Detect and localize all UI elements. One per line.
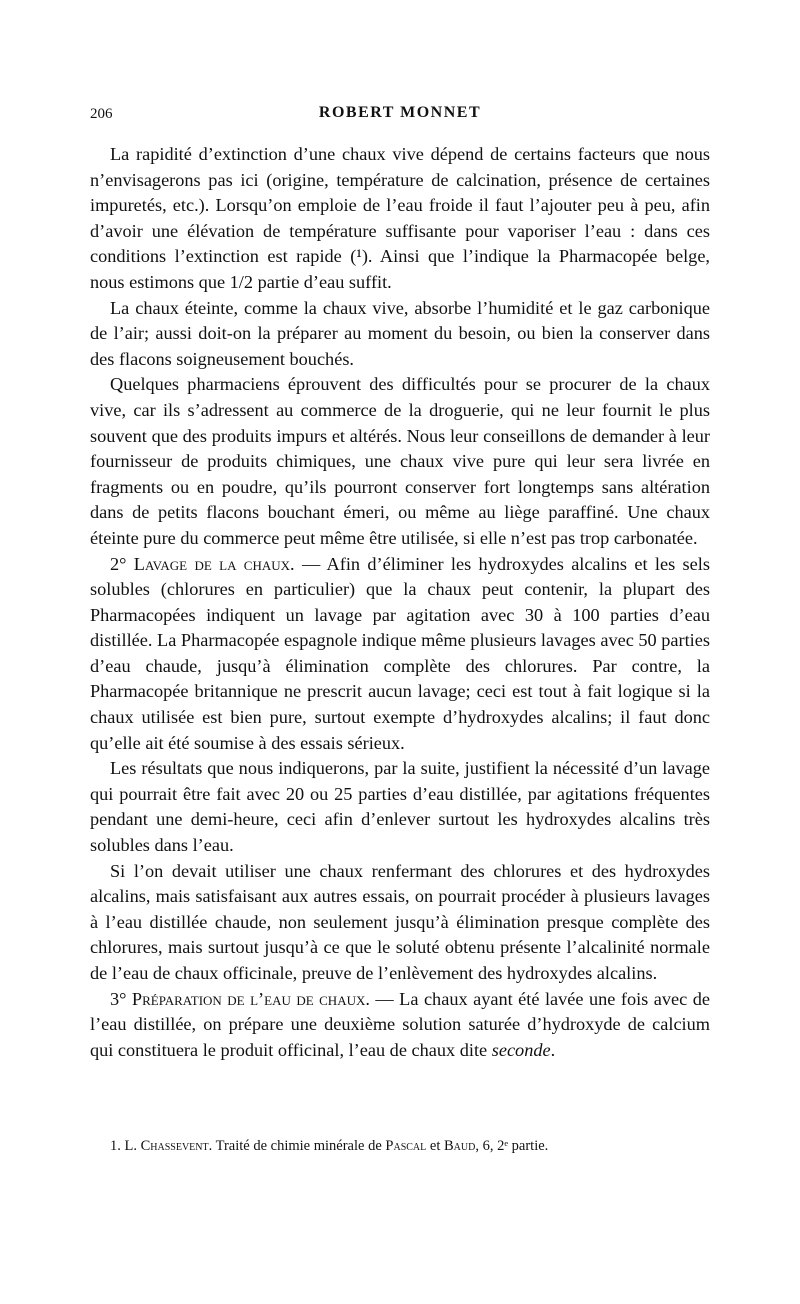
footnote-author: L. Chassevent [124,1138,209,1154]
running-title: ROBERT MONNET [318,104,482,121]
page-header [90,102,710,128]
footnote-editor-1: Pascal [385,1138,427,1154]
paragraph-7: 3° Préparation de l’eau de chaux. — La chaux ayant été lavée une fois avec de l’eau distillée, on prépare une deuxième solution saturée d’hydroxyde de calcium qui constituera le produit officinal, l’eau de chaux dite seconde. [90,988,710,1060]
body-text [90,142,710,1063]
paragraph-2: La chaux éteinte, comme la chaux vive, absorbe l’humidité et le gaz carbonique de l’air; aussi doit-on la préparer au moment du besoin, ou bien la conserver dans des flacons soigneusement bouchés. [90,297,710,369]
footnote-editor-2: Baud [443,1138,476,1154]
footnote-number: 1. [110,1138,121,1154]
emphasis-seconde: seconde [491,1039,551,1060]
paragraph-1: La rapidité d’extinction d’une chaux vive dépend de certains facteurs que nous n’envisagerons pas ici (origine, température de calcination, présence de certaines impuretés, etc.). Lorsqu’on emploie de l’eau froide il faut l’ajouter peu à peu, afin d’avoir une élévation de température suffisante pour vaporiser l’eau : dans ces conditions l’extinction est rapide (¹). Ainsi que l’indique la Pharmacopée belge, nous estimons que 1/2 partie d’eau suffit. [90,144,711,292]
page-number: 206 [90,106,113,122]
section-heading-lavage: 2° Lavage de la chaux. [110,553,295,574]
footnote: 1. L. Chassevent. Traité de chimie minérale de Pascal et Baud, 6, 2ᵉ partie. [110,1138,549,1154]
paragraph-6: Si l’on devait utiliser une chaux renfermant des chlorures et des hydroxydes alcalins, mais satisfaisant aux autres essais, on pourrait procéder à plusieurs lavages à l’eau distillée chaude, non seulement jusqu’à élimination presque complète des chlorures, mais surtout jusqu’à ce que le soluté obtenu présente l’alcalinité normale de l’eau de chaux officinale, preuve de l’enlèvement des hydroxydes alcalins. [90,860,710,983]
footnote-reference: ¹ [356,246,362,267]
paragraph-5: Les résultats que nous indiquerons, par la suite, justifient la nécessité d’un lavage qui pourrait être fait avec 20 ou 25 parties d’eau distillée, par agitations fréquentes pendant une demi-heure, ceci afin d’enlever surtout les hydroxydes alcalins très solubles dans l’eau. [90,758,710,856]
section-heading-preparation: 3° Préparation de l’eau de chaux. [110,988,370,1009]
paragraph-4: 2° Lavage de la chaux. — Afin d’éliminer les hydroxydes alcalins et les sels solubles (chlorures en particulier) que la chaux peut contenir, la plupart des Pharmacopées indiquent un lavage par agitation avec 30 à 100 parties d’eau distillée. La Pharmacopée espagnole indique même plusieurs lavages avec 50 parties d’eau chaude, jusqu’à élimination complète des chlorures. Par contre, la Pharmacopée britannique ne prescrit aucun lavage; ceci est tout à fait logique si la chaux utilisée est bien pure, surtout exempte d’hydroxydes alcalins; il faut donc qu’elle ait été soumise à des essais sérieux. [90,553,710,753]
paragraph-3: Quelques pharmaciens éprouvent des difficultés pour se procurer de la chaux vive, car ils s’adressent au commerce de la droguerie, qui ne leur fournit le plus souvent que des produits impurs et altérés. Nous leur conseillons de demander à leur fournisseur de produits chimiques, une chaux vive pure qui leur sera livrée en fragments ou en poudre, qu’ils pourront conserver fort longtemps sans altération dans de petits flacons bouchant émeri, ou même au liège paraffiné. Une chaux éteinte pure du commerce peut même être utilisée, si elle n’est pas trop carbonatée. [90,374,710,548]
